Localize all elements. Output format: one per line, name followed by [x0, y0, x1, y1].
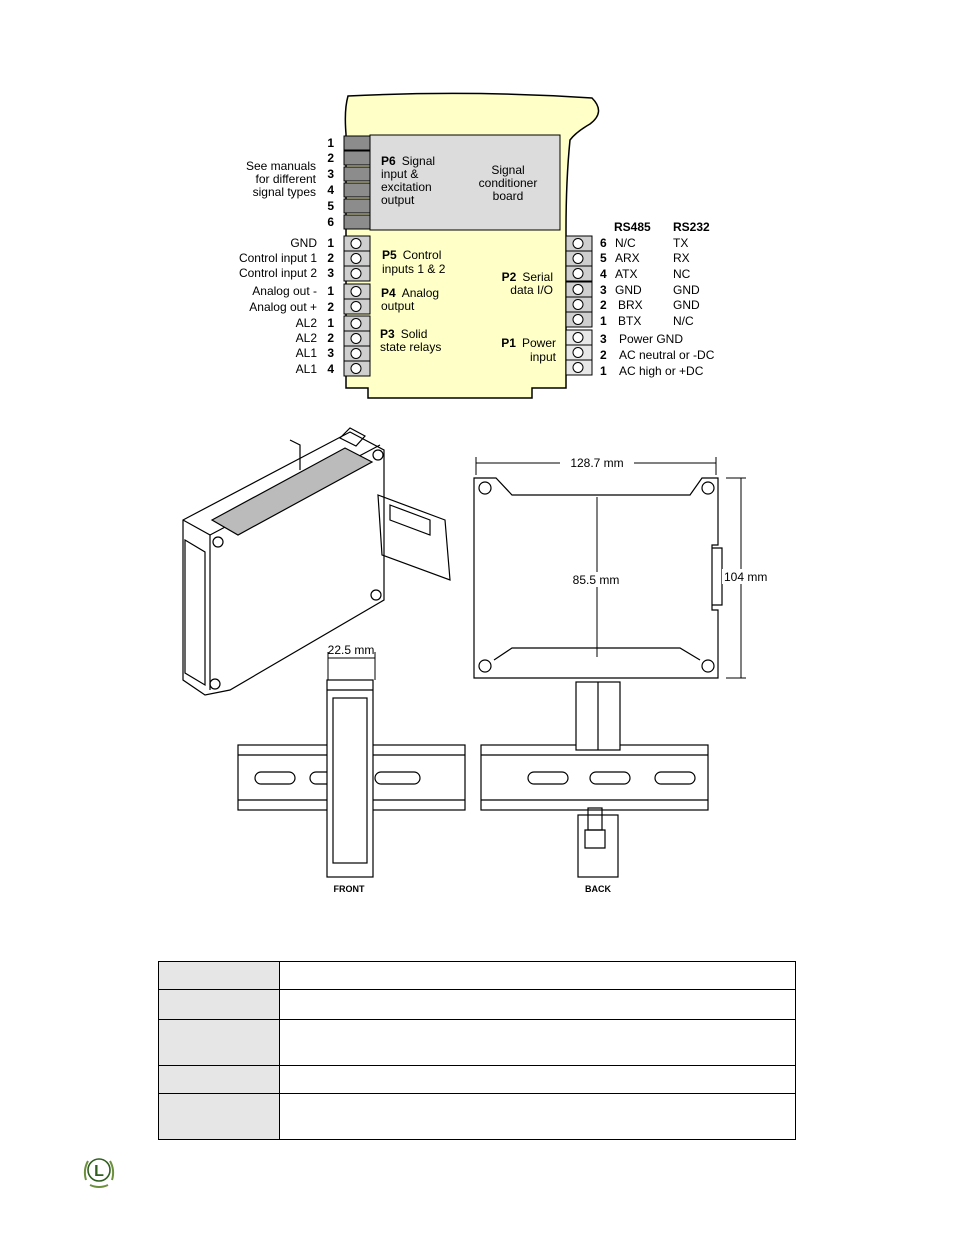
- p6-line: Signal: [401, 154, 436, 168]
- serial-pin-num: 1: [600, 314, 607, 328]
- company-logo: [80, 1152, 118, 1190]
- serial-rs485: BRX: [618, 298, 643, 312]
- pin-num: 2: [327, 300, 334, 314]
- board-line: Signal: [491, 163, 525, 177]
- rs485-header: RS485: [614, 220, 651, 234]
- pin-num: 4: [327, 362, 334, 376]
- power-pin-label: Power GND: [619, 332, 684, 346]
- front-label: FRONT: [333, 884, 365, 894]
- board-line: board: [492, 189, 524, 203]
- serial-pin-num: 3: [600, 283, 607, 297]
- table-value-cell: [280, 1020, 796, 1066]
- pin-name: AL2: [295, 331, 317, 345]
- table-value-cell: [280, 962, 796, 990]
- serial-pin-num: 6: [600, 236, 607, 250]
- p4-id: P4: [381, 286, 396, 300]
- svg-text:P1Power: [501, 336, 556, 350]
- depth-dimension: 85.5 mm: [572, 573, 620, 587]
- pin-name: GND: [290, 236, 317, 250]
- p6-num: 5: [327, 199, 334, 213]
- back-label: BACK: [585, 884, 611, 894]
- p6-terminals: [344, 136, 370, 229]
- serial-pin-num: 4: [600, 267, 607, 281]
- pin-name: Control input 1: [238, 251, 317, 265]
- board-line: conditioner: [478, 176, 538, 190]
- width-dimension: 128.7 mm: [570, 456, 624, 470]
- pin-num: 1: [327, 236, 334, 250]
- pin-num: 3: [327, 266, 334, 280]
- p6-line: output: [381, 193, 415, 207]
- logo-letter: L: [94, 1163, 104, 1180]
- p1-line: input: [529, 350, 556, 364]
- table-key-cell: [159, 990, 280, 1020]
- pin-name: AL1: [295, 362, 317, 376]
- pin-name: Analog out -: [252, 284, 317, 298]
- power-pin-num: 2: [600, 348, 607, 362]
- wiring-diagram: [0, 0, 954, 420]
- pin-num: 2: [327, 331, 334, 345]
- p6-num: 4: [327, 183, 334, 197]
- front-view: [238, 680, 465, 877]
- p2-line: data I/O: [510, 283, 553, 297]
- left-screw-terminals: [344, 236, 370, 376]
- thickness-dimension: 22.5 mm: [327, 643, 375, 657]
- p6-num: 6: [327, 215, 334, 229]
- pin-name: Analog out +: [249, 300, 317, 314]
- power-pin-num: 3: [600, 332, 607, 346]
- p3-line: state relays: [380, 340, 442, 354]
- pin-num: 3: [327, 346, 334, 360]
- pin-num: 1: [327, 284, 334, 298]
- p2-line: Serial: [522, 270, 553, 284]
- p1-line: Power: [521, 336, 556, 350]
- serial-rs485: ATX: [615, 267, 638, 281]
- svg-text:P6Signal: [381, 154, 435, 168]
- table-row: [159, 1066, 796, 1094]
- rs232-header: RS232: [673, 220, 710, 234]
- pin-name: Control input 2: [238, 266, 317, 280]
- left-note-line: signal types: [252, 185, 316, 199]
- serial-rs232: GND: [673, 298, 700, 312]
- p6-line: input &: [381, 167, 419, 181]
- power-pin-label: AC high or +DC: [619, 364, 704, 378]
- back-view: [481, 682, 708, 877]
- p3-id: P3: [380, 327, 395, 341]
- pin-name: AL2: [295, 316, 317, 330]
- p1-id: P1: [501, 336, 516, 350]
- p6-line: excitation: [381, 180, 432, 194]
- p6-num: 3: [327, 167, 334, 181]
- table-value-cell: [280, 1066, 796, 1094]
- table-row: [159, 1020, 796, 1066]
- table-value-cell: [280, 1094, 796, 1140]
- left-note-line: See manuals: [245, 159, 316, 173]
- serial-rs232: N/C: [673, 314, 694, 328]
- serial-pin-num: 5: [600, 251, 607, 265]
- svg-text:P3Solid: [380, 327, 427, 341]
- pin-name: AL1: [295, 346, 317, 360]
- table-row: [159, 962, 796, 990]
- height-dimension: 104 mm: [724, 570, 768, 584]
- p5-line: inputs 1 & 2: [382, 262, 446, 276]
- isometric-view: [183, 428, 450, 695]
- table-row: [159, 1094, 796, 1140]
- mechanical-drawings: [0, 410, 954, 910]
- svg-text:P4Analog: [381, 286, 439, 300]
- pin-num: 2: [327, 251, 334, 265]
- p3-line: Solid: [400, 327, 428, 341]
- power-pin-num: 1: [600, 364, 607, 378]
- p6-id: P6: [381, 154, 396, 168]
- p6-num: 2: [327, 151, 334, 165]
- serial-rs485: BTX: [618, 314, 642, 328]
- serial-rs232: TX: [673, 236, 689, 250]
- table-value-cell: [280, 990, 796, 1020]
- serial-rs485: N/C: [615, 236, 636, 250]
- svg-text:P2Serial: [502, 270, 553, 284]
- serial-rs232: RX: [673, 251, 690, 265]
- left-note-line: for different: [255, 172, 316, 186]
- svg-text:P5Control: [382, 248, 441, 262]
- serial-rs485: ARX: [615, 251, 640, 265]
- serial-rs232: NC: [673, 267, 691, 281]
- p4-line: Analog: [401, 286, 440, 300]
- p5-line: Control: [402, 248, 442, 262]
- power-pin-label: AC neutral or -DC: [619, 348, 715, 362]
- table-row: [159, 990, 796, 1020]
- table-key-cell: [159, 1066, 280, 1094]
- p6-num: 1: [327, 136, 334, 150]
- pin-num: 1: [327, 316, 334, 330]
- info-table: [158, 961, 796, 1140]
- serial-pin-num: 2: [600, 298, 607, 312]
- table-key-cell: [159, 1020, 280, 1066]
- table-key-cell: [159, 962, 280, 990]
- p5-id: P5: [382, 248, 397, 262]
- right-screw-terminals: [566, 236, 592, 375]
- p2-id: P2: [501, 270, 517, 284]
- p4-line: output: [381, 299, 415, 313]
- serial-rs232: GND: [673, 283, 700, 297]
- table-key-cell: [159, 1094, 280, 1140]
- serial-rs485: GND: [615, 283, 642, 297]
